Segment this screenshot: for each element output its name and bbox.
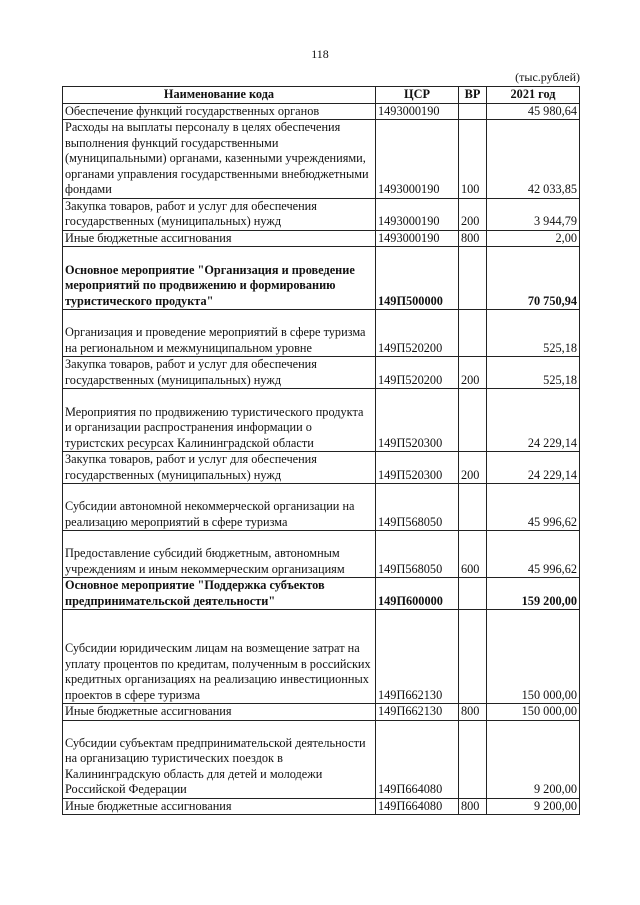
row-vr xyxy=(459,720,487,798)
row-csr: 149П520300 xyxy=(376,452,459,484)
row-csr: 149П600000 xyxy=(376,578,459,610)
row-csr: 1493000190 xyxy=(376,103,459,120)
row-csr: 149П662130 xyxy=(376,704,459,721)
row-amount: 159 200,00 xyxy=(487,578,580,610)
row-vr: 800 xyxy=(459,798,487,815)
header-csr: ЦСР xyxy=(376,87,459,104)
row-vr xyxy=(459,484,487,531)
row-name: Основное мероприятие "Поддержка субъектов предпринимательской деятельности" xyxy=(63,578,376,610)
table-row xyxy=(63,247,580,310)
row-amount: 70 750,94 xyxy=(487,247,580,310)
table-row xyxy=(63,357,580,389)
table-row xyxy=(63,610,580,704)
row-csr: 149П568050 xyxy=(376,531,459,578)
row-vr xyxy=(459,103,487,120)
row-amount: 525,18 xyxy=(487,310,580,357)
row-vr: 200 xyxy=(459,452,487,484)
row-vr xyxy=(459,610,487,704)
row-name: Субсидии юридическим лицам на возмещение затрат на уплату процентов по кредитам, полученным в российских кредитных организациях на реализацию инвестиционных проектов в сфере туризма xyxy=(63,610,376,704)
row-name: Субсидии субъектам предпринимательской деятельности на организацию туристических поездок в Калининградскую область для детей и молодежи Российской Федерации xyxy=(63,720,376,798)
table-body xyxy=(63,103,580,815)
row-amount: 42 033,85 xyxy=(487,120,580,199)
row-amount: 45 996,62 xyxy=(487,484,580,531)
table-row xyxy=(63,103,580,120)
row-name: Расходы на выплаты персоналу в целях обеспечения выполнения функций государственными (муниципальными) органами, казенными учреждениями, органами управления государственными внебюджетными фондами xyxy=(63,120,376,199)
row-amount: 45 996,62 xyxy=(487,531,580,578)
row-vr: 800 xyxy=(459,704,487,721)
row-vr: 100 xyxy=(459,120,487,199)
row-amount: 3 944,79 xyxy=(487,198,580,230)
row-name: Закупка товаров, работ и услуг для обеспечения государственных (муниципальных) нужд xyxy=(63,198,376,230)
header-name: Наименование кода xyxy=(63,87,376,104)
budget-table xyxy=(62,86,580,815)
table-row xyxy=(63,798,580,815)
table-row xyxy=(63,230,580,247)
row-name: Иные бюджетные ассигнования xyxy=(63,704,376,721)
row-amount: 45 980,64 xyxy=(487,103,580,120)
row-amount: 525,18 xyxy=(487,357,580,389)
row-vr: 200 xyxy=(459,357,487,389)
row-csr: 1493000190 xyxy=(376,230,459,247)
page-number: 118 xyxy=(311,47,329,61)
row-name: Иные бюджетные ассигнования xyxy=(63,798,376,815)
row-csr: 149П520200 xyxy=(376,310,459,357)
row-csr: 149П520300 xyxy=(376,389,459,452)
row-vr xyxy=(459,310,487,357)
row-csr: 149П664080 xyxy=(376,720,459,798)
table-row xyxy=(63,120,580,199)
table-row xyxy=(63,389,580,452)
table-row xyxy=(63,578,580,610)
row-name: Основное мероприятие "Организация и проведение мероприятий по продвижению и формированию туристического продукта" xyxy=(63,247,376,310)
table-row xyxy=(63,198,580,230)
row-vr: 600 xyxy=(459,531,487,578)
table-row xyxy=(63,531,580,578)
row-amount: 2,00 xyxy=(487,230,580,247)
header-amount: 2021 год xyxy=(487,87,580,104)
units-label: (тыс.рублей) xyxy=(515,70,580,84)
table-row xyxy=(63,704,580,721)
table-row xyxy=(63,452,580,484)
header-vr: ВР xyxy=(459,87,487,104)
row-name: Обеспечение функций государственных органов xyxy=(63,103,376,120)
row-csr: 149П500000 xyxy=(376,247,459,310)
row-amount: 24 229,14 xyxy=(487,389,580,452)
row-name: Иные бюджетные ассигнования xyxy=(63,230,376,247)
row-vr: 200 xyxy=(459,198,487,230)
row-vr xyxy=(459,247,487,310)
table-row xyxy=(63,720,580,798)
row-csr: 1493000190 xyxy=(376,198,459,230)
row-amount: 24 229,14 xyxy=(487,452,580,484)
row-vr xyxy=(459,578,487,610)
table-row xyxy=(63,310,580,357)
row-amount: 150 000,00 xyxy=(487,704,580,721)
row-csr: 149П664080 xyxy=(376,798,459,815)
row-name: Субсидии автономной некоммерческой организации на реализацию мероприятий в сфере туризма xyxy=(63,484,376,531)
table-row xyxy=(63,484,580,531)
row-name: Закупка товаров, работ и услуг для обеспечения государственных (муниципальных) нужд xyxy=(63,452,376,484)
row-name: Организация и проведение мероприятий в сфере туризма на региональном и межмуниципальном уровне xyxy=(63,310,376,357)
row-amount: 9 200,00 xyxy=(487,720,580,798)
row-name: Предоставление субсидий бюджетным, автономным учреждениям и иным некоммерческим организациям xyxy=(63,531,376,578)
row-vr: 800 xyxy=(459,230,487,247)
row-csr: 149П520200 xyxy=(376,357,459,389)
row-csr: 1493000190 xyxy=(376,120,459,199)
row-amount: 9 200,00 xyxy=(487,798,580,815)
table-header-row xyxy=(63,87,580,104)
row-vr xyxy=(459,389,487,452)
row-csr: 149П662130 xyxy=(376,610,459,704)
row-csr: 149П568050 xyxy=(376,484,459,531)
row-amount: 150 000,00 xyxy=(487,610,580,704)
row-name: Закупка товаров, работ и услуг для обеспечения государственных (муниципальных) нужд xyxy=(63,357,376,389)
row-name: Мероприятия по продвижению туристического продукта и организации распространения информации о туристских ресурсах Калининградской области xyxy=(63,389,376,452)
